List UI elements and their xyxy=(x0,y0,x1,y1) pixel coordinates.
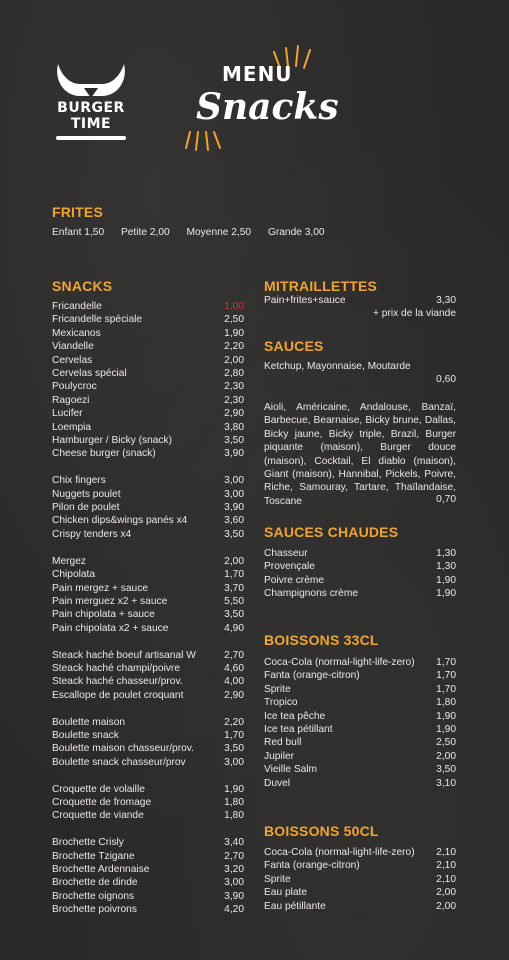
item-price: 2,00 xyxy=(436,750,456,762)
item-name: Vieille Salm xyxy=(264,764,318,776)
item-price: 2,70 xyxy=(224,850,244,862)
item-name: Croquette de volaille xyxy=(52,783,145,795)
item-price: 3,50 xyxy=(224,743,244,755)
list-spacer xyxy=(52,635,244,648)
snacks-list xyxy=(52,300,244,917)
item-price: 3,90 xyxy=(224,890,244,902)
item-name: Sprite xyxy=(264,873,291,885)
item-name: Fanta (orange-citron) xyxy=(264,670,360,682)
item-price: 3,50 xyxy=(224,528,244,540)
item-name: Steack haché chasseur/prov. xyxy=(52,676,183,688)
item-price: 1,70 xyxy=(224,729,244,741)
list-item xyxy=(264,900,456,913)
item-price: 2,00 xyxy=(436,887,456,899)
item-price: 1,80 xyxy=(224,810,244,822)
list-spacer xyxy=(52,461,244,474)
list-item xyxy=(52,809,244,822)
brand-line-1: BURGER xyxy=(57,100,125,116)
item-name: Loempia xyxy=(52,421,92,433)
item-price: 1,70 xyxy=(224,569,244,581)
item-name: Pain merguez x2 + sauce xyxy=(52,595,168,607)
item-price: 4,00 xyxy=(224,676,244,688)
item-name: Eau plate xyxy=(264,887,308,899)
list-item xyxy=(52,447,244,460)
item-name: Chix fingers xyxy=(52,475,106,487)
item-price: 3,50 xyxy=(224,435,244,447)
frites-sizes xyxy=(52,227,339,238)
item-price: 3,40 xyxy=(224,837,244,849)
item-name: Steack haché boeuf artisanal W xyxy=(52,649,196,661)
list-item xyxy=(264,547,456,560)
item-name: Mergez xyxy=(52,555,86,567)
frites-size-enfant: Enfant 1,50 xyxy=(52,227,105,238)
item-price: 1,70 xyxy=(436,657,456,668)
item-price: 3,90 xyxy=(224,502,244,514)
list-item xyxy=(52,501,244,514)
item-price: 2,50 xyxy=(224,314,244,326)
list-item xyxy=(264,696,456,709)
item-price: 1,90 xyxy=(436,724,456,736)
item-price: 2,90 xyxy=(224,689,244,701)
item-name: Pilon de poulet xyxy=(52,502,120,514)
item-price: 2,30 xyxy=(224,394,244,406)
list-item xyxy=(264,777,456,790)
list-item xyxy=(264,750,456,763)
list-item xyxy=(52,689,244,702)
item-name: Mexicanos xyxy=(52,327,101,339)
item-price: 4,60 xyxy=(224,662,244,674)
mitraillettes-list xyxy=(264,294,456,321)
list-item xyxy=(52,649,244,662)
list-item xyxy=(52,662,244,675)
item-name: Boulette maison chasseur/prov. xyxy=(52,743,194,755)
list-item xyxy=(52,675,244,688)
list-item xyxy=(264,859,456,872)
list-item xyxy=(52,595,244,608)
list-spacer xyxy=(52,702,244,715)
item-price: 1,70 xyxy=(436,683,456,695)
item-price: 4,90 xyxy=(224,622,244,634)
item-price: 2,70 xyxy=(224,649,244,661)
menu-title: MENU xyxy=(222,62,293,86)
list-item xyxy=(52,582,244,595)
item-price: 2,00 xyxy=(436,900,456,912)
item-name: Steack haché champi/poivre xyxy=(52,662,180,674)
item-name: Cervelas xyxy=(52,354,93,366)
boissons-50-title: BOISSONS 50CL xyxy=(264,823,379,839)
bull-horns-icon xyxy=(54,62,128,104)
item-price: 2,90 xyxy=(224,408,244,420)
item-price: 2,10 xyxy=(436,847,456,858)
sauces-special: Aioli, Américaine, Andalouse, Banzaï, Barbecue, Bearnaise, Bicky brune, Dallas, Bicky jaune, Bicky triple, Brazil, Burger piquante (maison), Burger douce (maison), Cocktail, El diablo (maison), Giant (maison), Hannibal, Pickels, Poivre, Riche, Samouray, Tartare, Thaïlandaise, Toscane xyxy=(264,402,456,507)
item-name: Tropico xyxy=(264,697,298,709)
item-price: 1,90 xyxy=(224,783,244,795)
snacks-section-title: SNACKS xyxy=(52,278,113,294)
item-price: 3,30 xyxy=(436,295,456,306)
item-price: 1,90 xyxy=(436,588,456,600)
list-item xyxy=(52,903,244,916)
sauces-basic: Ketchup, Mayonnaise, Moutarde xyxy=(264,361,411,372)
list-item xyxy=(264,873,456,886)
item-name: Brochette de dinde xyxy=(52,877,138,889)
list-item xyxy=(264,587,456,600)
item-price: 3,60 xyxy=(224,515,244,527)
list-item xyxy=(52,407,244,420)
item-name: Champignons crème xyxy=(264,588,358,600)
list-item xyxy=(52,716,244,729)
item-price: 1,80 xyxy=(436,697,456,709)
frites-size-grande: Grande 3,00 xyxy=(267,227,325,238)
item-price: 2,10 xyxy=(436,860,456,872)
item-name: Sprite xyxy=(264,683,291,695)
item-name: Coca-Cola (normal-light-life-zero) xyxy=(264,847,415,858)
item-name: Viandelle xyxy=(52,341,94,353)
item-name: Ice tea pétillant xyxy=(264,724,333,736)
item-name: Croquette de fromage xyxy=(52,796,152,808)
list-item xyxy=(264,294,456,307)
item-name: Chicken dips&wings panés x4 xyxy=(52,515,188,527)
list-item xyxy=(264,683,456,696)
item-name: Brochette Ardennaise xyxy=(52,863,150,875)
item-price: 2,00 xyxy=(224,354,244,366)
list-item xyxy=(52,300,244,313)
frites-title: FRITES xyxy=(52,204,103,220)
list-item xyxy=(52,783,244,796)
list-item xyxy=(52,488,244,501)
list-item xyxy=(52,796,244,809)
item-price: 3,00 xyxy=(224,756,244,768)
list-item xyxy=(52,474,244,487)
list-spacer xyxy=(52,823,244,836)
item-name: Lucifer xyxy=(52,408,83,420)
frites-size-petite: Petite 2,00 xyxy=(120,227,170,238)
list-spacer xyxy=(52,541,244,554)
item-price: 3,50 xyxy=(224,609,244,621)
item-name: Pain+frites+sauce xyxy=(264,295,346,306)
item-price: 2,50 xyxy=(436,737,456,749)
item-price: 1,90 xyxy=(436,710,456,722)
brand-line-2: TIME xyxy=(70,116,112,132)
mitraillettes-title: MITRAILLETTES xyxy=(264,278,378,294)
sauces-special-price: 0,70 xyxy=(436,494,456,505)
list-item xyxy=(52,850,244,863)
list-item xyxy=(52,313,244,326)
item-price: 3,00 xyxy=(224,877,244,889)
item-name: Hamburger / Bicky (snack) xyxy=(52,435,173,447)
item-name: Brochette oignons xyxy=(52,890,135,902)
list-spacer xyxy=(52,769,244,782)
list-item xyxy=(52,729,244,742)
item-name: Boulette snack chasseur/prov xyxy=(52,756,186,768)
item-name: Nuggets poulet xyxy=(52,488,121,500)
sauces-chaudes-title: SAUCES CHAUDES xyxy=(264,524,399,540)
frites-size-moyenne: Moyenne 2,50 xyxy=(186,227,252,238)
list-item xyxy=(52,421,244,434)
item-price: 3,20 xyxy=(224,863,244,875)
item-price: 1,00 xyxy=(224,301,244,312)
item-name: Ice tea pêche xyxy=(264,710,326,722)
list-item xyxy=(52,555,244,568)
list-item xyxy=(264,656,456,669)
item-name: Fricandelle xyxy=(52,301,102,312)
item-price: 2,20 xyxy=(224,341,244,353)
list-item xyxy=(264,736,456,749)
item-price: 5,50 xyxy=(224,595,244,607)
boissons-33-list xyxy=(264,656,456,790)
item-name: Cheese burger (snack) xyxy=(52,448,156,460)
list-item xyxy=(264,886,456,899)
snacks-title: Snacks xyxy=(196,86,339,128)
item-price: 1,90 xyxy=(436,574,456,586)
item-name: Croquette de viande xyxy=(52,810,144,822)
item-name: Brochette Tzigane xyxy=(52,850,135,862)
list-item xyxy=(264,763,456,776)
item-price: 2,30 xyxy=(224,381,244,393)
list-item xyxy=(52,434,244,447)
item-price: 1,30 xyxy=(436,548,456,559)
item-price: 3,00 xyxy=(224,488,244,500)
list-item xyxy=(264,574,456,587)
item-name: Coca-Cola (normal-light-life-zero) xyxy=(264,657,415,668)
list-item xyxy=(52,756,244,769)
logo-underline-icon xyxy=(54,134,128,142)
item-price: 3,00 xyxy=(224,475,244,487)
sauces-chaudes-list xyxy=(264,547,456,601)
item-name: Pain mergez + sauce xyxy=(52,582,148,594)
item-name: Crispy tenders x4 xyxy=(52,528,132,540)
item-name: Pain chipolata x2 + sauce xyxy=(52,622,169,634)
item-name: Chasseur xyxy=(264,548,308,559)
list-item xyxy=(52,622,244,635)
item-price: 1,70 xyxy=(436,670,456,682)
item-price: 1,90 xyxy=(224,327,244,339)
item-name: Brochette poivrons xyxy=(52,904,137,916)
list-item xyxy=(52,327,244,340)
list-item xyxy=(264,723,456,736)
item-name: Eau pétillante xyxy=(264,900,326,912)
mitraillettes-note: + prix de la viande xyxy=(373,308,456,320)
item-price: 2,00 xyxy=(224,555,244,567)
item-name: Poulycroc xyxy=(52,381,97,393)
list-item xyxy=(264,669,456,682)
list-item xyxy=(52,863,244,876)
item-price: 2,80 xyxy=(224,368,244,380)
burger-time-logo xyxy=(54,62,128,142)
item-name: Provençale xyxy=(264,561,315,573)
item-name: Boulette maison xyxy=(52,716,126,728)
item-price: 2,10 xyxy=(436,873,456,885)
item-name: Cervelas spécial xyxy=(52,368,127,380)
list-item xyxy=(52,876,244,889)
list-item xyxy=(264,846,456,859)
item-name: Boulette snack xyxy=(52,729,119,741)
item-name: Brochette Crisly xyxy=(52,837,124,849)
item-price: 3,10 xyxy=(436,777,456,789)
item-name: Duvel xyxy=(264,777,291,789)
item-price: 3,50 xyxy=(436,764,456,776)
list-item xyxy=(52,367,244,380)
list-item xyxy=(52,528,244,541)
list-item xyxy=(52,514,244,527)
list-item xyxy=(52,836,244,849)
list-item xyxy=(264,307,456,320)
list-item xyxy=(52,394,244,407)
item-price: 3,70 xyxy=(224,582,244,594)
list-item xyxy=(52,568,244,581)
boissons-33-title: BOISSONS 33CL xyxy=(264,632,379,648)
item-price: 1,80 xyxy=(224,796,244,808)
item-name: Chipolata xyxy=(52,569,96,581)
list-item xyxy=(264,560,456,573)
list-item xyxy=(52,890,244,903)
list-item xyxy=(52,354,244,367)
item-price: 3,90 xyxy=(224,448,244,460)
item-name: Poivre crème xyxy=(264,574,325,586)
list-item xyxy=(52,742,244,755)
sauces-title: SAUCES xyxy=(264,338,324,354)
orange-rays-bottom-icon xyxy=(184,128,234,154)
item-name: Escallope de poulet croquant xyxy=(52,689,184,701)
item-name: Pain chipolata + sauce xyxy=(52,609,155,621)
list-item xyxy=(264,710,456,723)
item-name: Fricandelle spéciale xyxy=(52,314,143,326)
item-name: Ragoezi xyxy=(52,394,90,406)
item-name: Jupiler xyxy=(264,750,295,762)
list-item xyxy=(52,380,244,393)
item-price: 1,30 xyxy=(436,561,456,573)
item-price: 3,80 xyxy=(224,421,244,433)
item-name: Red bull xyxy=(264,737,302,749)
list-item xyxy=(52,340,244,353)
item-price: 2,20 xyxy=(224,716,244,728)
item-price: 4,20 xyxy=(224,904,244,916)
item-name: Fanta (orange-citron) xyxy=(264,860,360,872)
boissons-50-list xyxy=(264,846,456,913)
list-item xyxy=(52,608,244,621)
sauces-basic-price: 0,60 xyxy=(436,374,456,385)
